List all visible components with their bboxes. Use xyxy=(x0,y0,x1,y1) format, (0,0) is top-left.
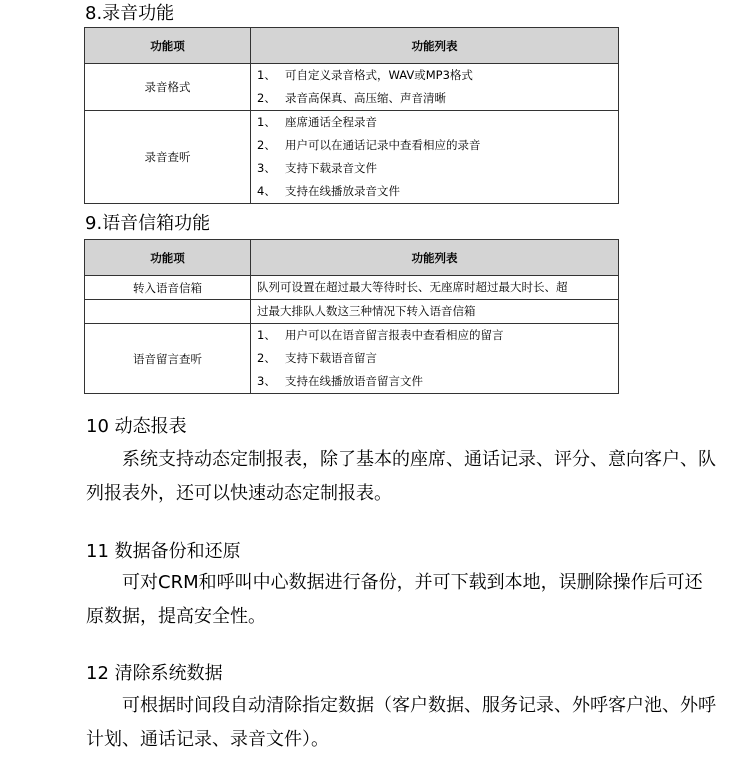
header-function-item: 功能项 xyxy=(85,28,251,64)
section-8-title: 8.录音功能 xyxy=(85,3,175,24)
section-10-heading: 10 动态报表 xyxy=(86,416,187,437)
list-item: 2、 录音高保真、高压缩、声音清晰 xyxy=(257,91,446,105)
table-row xyxy=(85,111,619,204)
voicemail-function-table xyxy=(84,239,619,394)
table-row xyxy=(85,300,619,324)
function-list xyxy=(251,324,619,394)
list-item: 3、 支持在线播放语音留言文件 xyxy=(257,374,423,388)
list-item: 2、 支持下载语音留言 xyxy=(257,351,377,365)
table-header-row xyxy=(85,240,619,276)
header-function-list: 功能列表 xyxy=(251,240,619,276)
table-header-row xyxy=(85,28,619,64)
list-item: 1、 座席通话全程录音 xyxy=(257,115,377,129)
list-item: 4、 支持在线播放录音文件 xyxy=(257,184,400,198)
function-item: 录音查听 xyxy=(85,111,251,204)
section-12-body: 可根据时间段自动清除指定数据（客户数据、服务记录、外呼客户池、外呼计划、通话记录、录音文件）。 xyxy=(86,695,716,750)
list-item: 1、 用户可以在语音留言报表中查看相应的留言 xyxy=(257,328,504,342)
section-12-heading: 12 清除系统数据 xyxy=(86,663,223,684)
function-list xyxy=(251,64,619,111)
section-11-body: 可对CRM和呼叫中心数据进行备份，并可下载到本地，误删除操作后可还原数据，提高安全性。 xyxy=(86,572,703,627)
table-row xyxy=(85,276,619,300)
recording-function-table xyxy=(84,27,619,204)
function-item: 录音格式 xyxy=(85,64,251,111)
section-9-title: 9.语音信箱功能 xyxy=(85,213,211,234)
list-item: 1、 可自定义录音格式，WAV或MP3格式 xyxy=(257,68,473,82)
list-item: 2、 用户可以在通话记录中查看相应的录音 xyxy=(257,138,481,152)
function-list xyxy=(251,111,619,204)
header-function-list: 功能列表 xyxy=(251,28,619,64)
function-item: 转入语音信箱 xyxy=(85,276,251,300)
function-item: 语音留言查听 xyxy=(85,324,251,394)
table-row xyxy=(85,324,619,394)
table-row xyxy=(85,64,619,111)
section-10-body: 系统支持动态定制报表，除了基本的座席、通话记录、评分、意向客户、队列报表外，还可以快速动态定制报表。 xyxy=(86,449,716,504)
function-list: 队列可设置在超过最大等待时长、无座席时超过最大时长、超 xyxy=(251,276,619,300)
header-function-item: 功能项 xyxy=(85,240,251,276)
function-list: 过最大排队人数这三种情况下转入语音信箱 xyxy=(251,300,619,324)
section-11-heading: 11 数据备份和还原 xyxy=(86,541,241,562)
list-item: 3、 支持下载录音文件 xyxy=(257,161,377,175)
function-item-empty xyxy=(85,300,251,324)
